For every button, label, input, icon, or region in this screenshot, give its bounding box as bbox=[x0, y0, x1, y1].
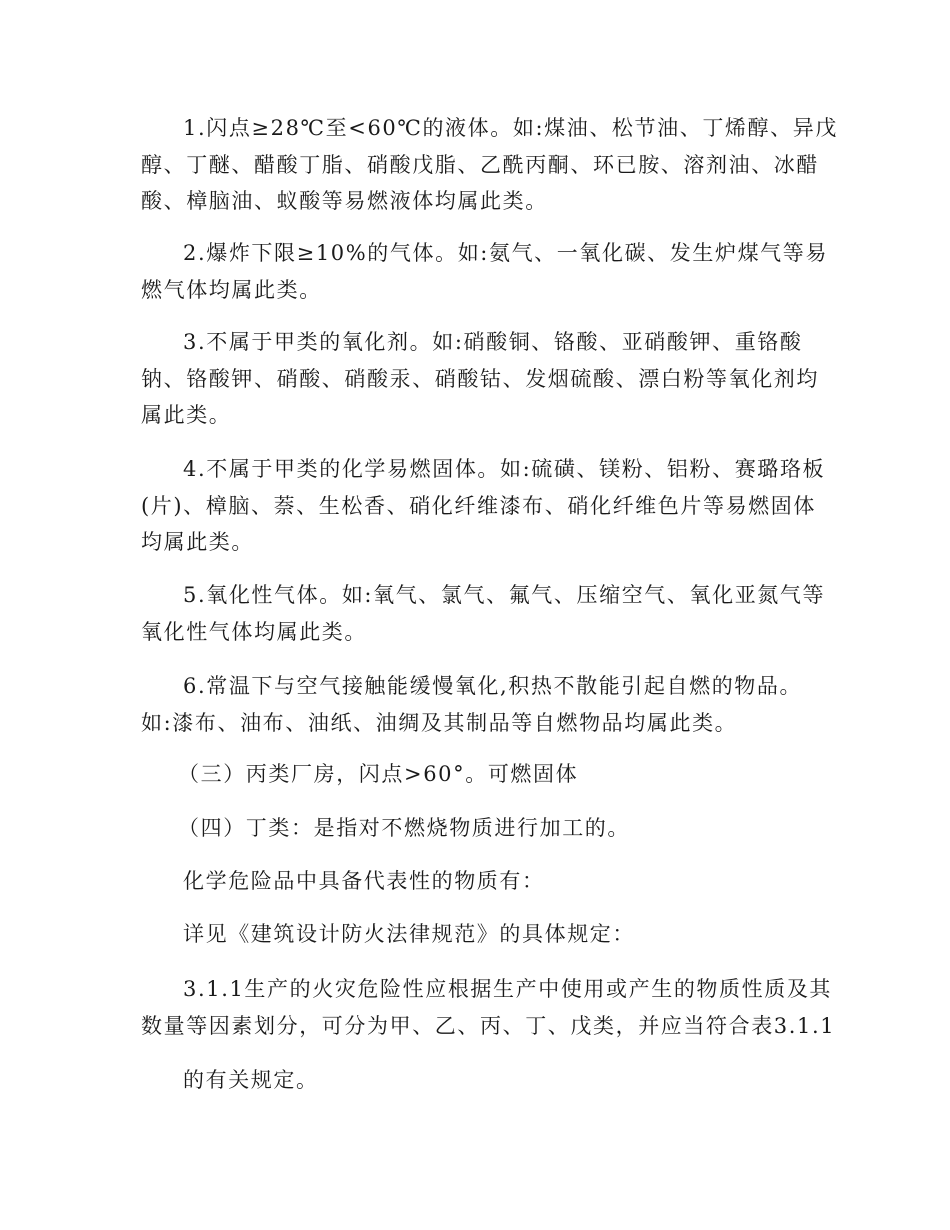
list-item-5-line-2: 氧化性气体均属此类。 bbox=[141, 619, 367, 644]
clause-line-2: 数量等因素划分，可分为甲、乙、丙、丁、戊类，并应当符合表3.1.1 bbox=[141, 1013, 836, 1038]
list-item-2-line-2: 燃气体均属此类。 bbox=[141, 277, 322, 302]
list-item-3-line-2: 钠、铬酸钾、硝酸、硝酸汞、硝酸钴、发烟硫酸、漂白粉等氧化剂均 bbox=[141, 366, 819, 391]
list-item-2 bbox=[141, 235, 828, 308]
list-item-2-line-1: 2.爆炸下限≥10%的气体。如:氨气、一氧化碳、发生炉煤气等易 bbox=[183, 241, 828, 265]
list-item-3 bbox=[141, 324, 819, 434]
see-specification: 详见《建筑设计防火法律规范》的具体规定： bbox=[183, 922, 635, 946]
list-item-1-line-2: 醇、丁醚、醋酸丁脂、硝酸戊脂、乙酰丙酮、环已胺、溶剂油、冰醋 bbox=[141, 152, 819, 177]
list-item-3-line-1: 3.不属于甲类的氧化剂。如:硝酸铜、铬酸、亚硝酸钾、重铬酸 bbox=[183, 330, 803, 354]
list-item-6-line-2: 如:漆布、油布、油纸、油绸及其制品等自燃物品均属此类。 bbox=[141, 710, 738, 735]
representative-substances: 化学危险品中具备代表性的物质有： bbox=[183, 869, 545, 893]
list-item-3-line-3: 属此类。 bbox=[141, 403, 232, 427]
list-item-1-line-1: 1.闪点≥28℃至<60℃的液体。如:煤油、松节油、丁烯醇、异戊 bbox=[183, 116, 838, 140]
clause-3-1-1 bbox=[141, 971, 835, 1044]
list-item-4-line-1: 4.不属于甲类的化学易燃固体。如:硫磺、镁粉、铝粉、赛璐珞板 bbox=[183, 457, 826, 481]
list-item-1-line-3: 酸、樟脑油、蚁酸等易燃液体均属此类。 bbox=[141, 189, 548, 213]
list-item-5 bbox=[141, 577, 825, 650]
section-three: （三）丙类厂房，闪点>60°。可燃固体 bbox=[178, 762, 579, 786]
clause-line-1: 3.1.1生产的火灾危险性应根据生产中使用或产生的物质性质及其 bbox=[183, 977, 833, 1001]
list-item-4 bbox=[141, 451, 825, 561]
clause-tail: 的有关规定。 bbox=[183, 1068, 319, 1092]
section-four: （四）丁类：是指对不燃烧物质进行加工的。 bbox=[178, 816, 630, 840]
list-item-4-line-2: (片)、樟脑、萘、生松香、硝化纤维漆布、硝化纤维色片等易燃固体 bbox=[141, 493, 816, 518]
list-item-4-line-3: 均属此类。 bbox=[141, 530, 254, 554]
list-item-1 bbox=[141, 110, 838, 220]
list-item-6-line-1: 6.常温下与空气接触能缓慢氧化,积热不散能引起自燃的物品。 bbox=[183, 674, 803, 698]
list-item-5-line-1: 5.氧化性气体。如:氧气、氯气、氟气、压缩空气、氧化亚氮气等 bbox=[183, 583, 826, 607]
list-item-6 bbox=[141, 668, 802, 741]
